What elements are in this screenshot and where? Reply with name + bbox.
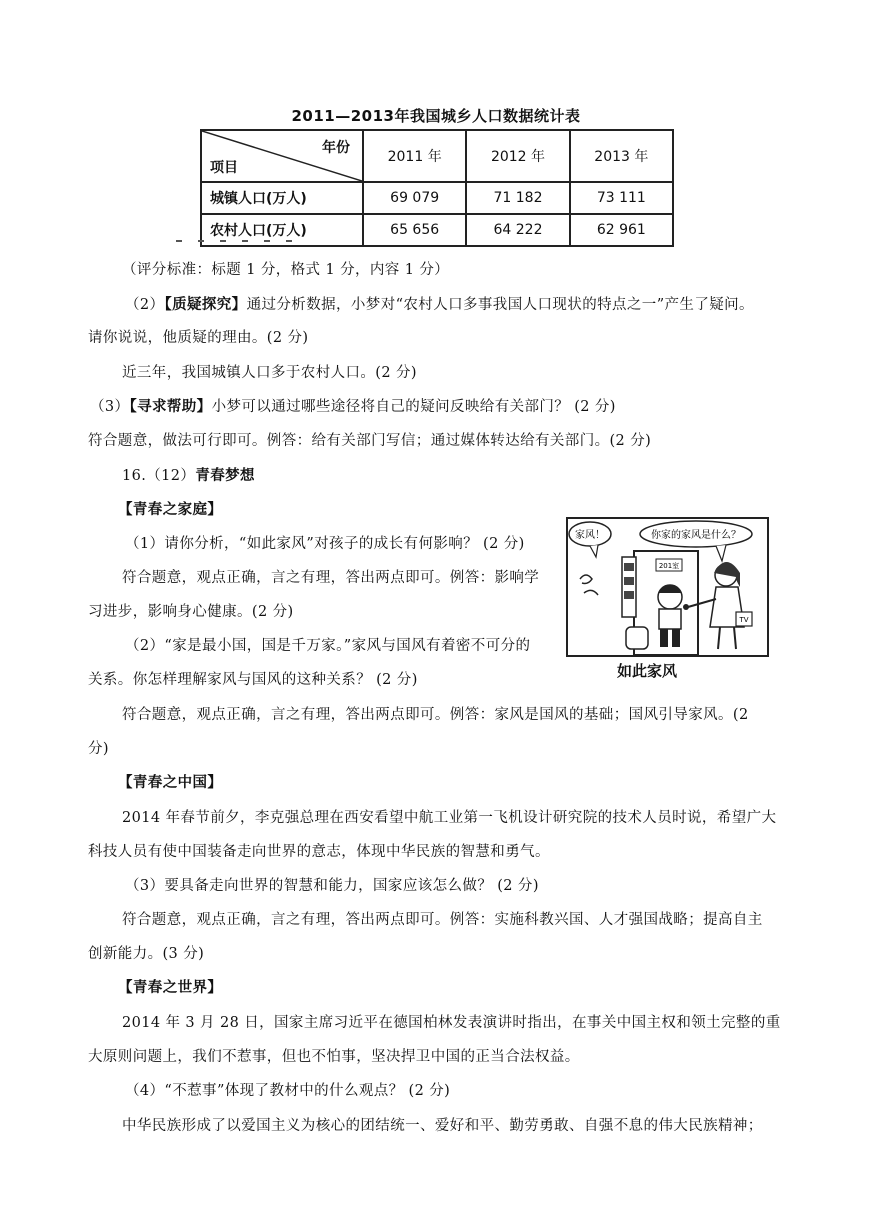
year-header: 2013 年 (570, 130, 673, 182)
paragraph-world-line-2: 大原则问题上，我们不惹事，但也不怕事，坚决捍卫中国的正当合法权益。 (88, 1049, 580, 1065)
family-style-cartoon (566, 517, 769, 682)
bubble-right-text: 你家的家风是什么？ (651, 530, 741, 541)
corner-year-label: 年份 (322, 140, 350, 156)
scoring-note: （评分标准：标题 1 分，格式 1 分，内容 1 分） (122, 262, 450, 278)
question-2b-line-1: （2）“家是最小国，国是千万家。”家风与国风有着密不可分的 (125, 638, 531, 654)
question-number: （3） (90, 399, 130, 415)
table-header-row (201, 130, 673, 182)
section-world-heading: 【青春之世界】 (118, 979, 223, 996)
scan-artifact-dashes (176, 239, 306, 243)
answer-2: 近三年，我国城镇人口多于农村人口。(2 分) (122, 365, 417, 381)
question-3 (90, 395, 616, 416)
corner-item-label: 项目 (210, 160, 238, 176)
question-3b: （3）要具备走向世界的智慧和能力，国家应该怎么做？ (2 分) (125, 878, 539, 894)
paragraph-china-line-2: 科技人员有使中国装备走向世界的意志，体现中华民族的智慧和勇气。 (88, 844, 550, 860)
question-text: 小梦可以通过哪些途径将自己的疑问反映给有关部门？ (2 分) (211, 399, 616, 415)
answer-1-line-2: 习进步，影响身心健康。(2 分) (88, 604, 294, 620)
row-label: 农村人口(万人) (201, 214, 363, 246)
row-label: 城镇人口(万人) (201, 182, 363, 214)
door-number: 201室 (658, 562, 680, 570)
question-title: 青春梦想 (195, 467, 255, 484)
question-16-heading (122, 464, 255, 485)
cartoon-caption: 如此家风 (617, 662, 678, 680)
question-2 (125, 293, 754, 314)
answer-4: 中华民族形成了以爱国主义为核心的团结统一、爱好和平、勤劳勇敢、自强不息的伟大民族精神； (122, 1118, 763, 1134)
table-cell: 65 656 (363, 214, 466, 246)
answer-1-line-1: 符合题意，观点正确，言之有理，答出两点即可。例答：影响学 (122, 570, 540, 586)
table-corner-cell (201, 130, 363, 182)
table-cell: 73 111 (570, 182, 673, 214)
year-header: 2012 年 (466, 130, 569, 182)
question-number: （2） (125, 297, 165, 313)
year-header: 2011 年 (363, 130, 466, 182)
table-row (201, 182, 673, 214)
answer-2b-line-2: 分) (88, 741, 109, 757)
question-number: 16.（12） (122, 468, 196, 484)
question-tag: 【寻求帮助】 (129, 398, 212, 415)
question-text: 通过分析数据，小梦对“农村人口多事我国人口现状的特点之一”产生了疑问。 (246, 297, 754, 313)
question-1: （1）请你分析，“如此家风”对孩子的成长有何影响？ (2 分) (125, 536, 525, 552)
paragraph-china-line-1: 2014 年春节前夕，李克强总理在西安看望中航工业第一飞机设计研究院的技术人员时说，希望广大 (122, 810, 777, 826)
answer-3b-line-2: 创新能力。(3 分) (88, 946, 205, 962)
table-cell: 62 961 (570, 214, 673, 246)
section-china-heading: 【青春之中国】 (118, 774, 223, 791)
section-family-heading: 【青春之家庭】 (118, 501, 223, 518)
question-tag: 【质疑探究】 (164, 296, 247, 313)
answer-2b-line-1: 符合题意，观点正确，言之有理，答出两点即可。例答：家风是国风的基础；国风引导家风。(2 (122, 707, 749, 723)
answer-3: 符合题意，做法可行即可。例答：给有关部门写信；通过媒体转达给有关部门。(2 分) (88, 433, 652, 449)
bubble-left-text: 家风！ (575, 530, 605, 541)
table-title: 2011—2013年我国城乡人口数据统计表 (291, 107, 581, 125)
tv-label: TV (739, 616, 749, 624)
question-2-cont: 请你说说，他质疑的理由。(2 分) (88, 330, 309, 346)
answer-3b-line-1: 符合题意，观点正确，言之有理，答出两点即可。例答：实施科教兴国、人才强国战略；提高自主 (122, 912, 763, 928)
question-4: （4）“不惹事”体现了教材中的什么观点？ (2 分) (125, 1083, 451, 1099)
table-cell: 71 182 (466, 182, 569, 214)
population-table (200, 129, 674, 247)
question-2b-line-2: 关系。你怎样理解家风与国风的这种关系？ (2 分) (88, 672, 418, 688)
table-cell: 64 222 (466, 214, 569, 246)
table-cell: 69 079 (363, 182, 466, 214)
paragraph-world-line-1: 2014 年 3 月 28 日，国家主席习近平在德国柏林发表演讲时指出，在事关中国主权和领土完整的重 (122, 1015, 781, 1031)
